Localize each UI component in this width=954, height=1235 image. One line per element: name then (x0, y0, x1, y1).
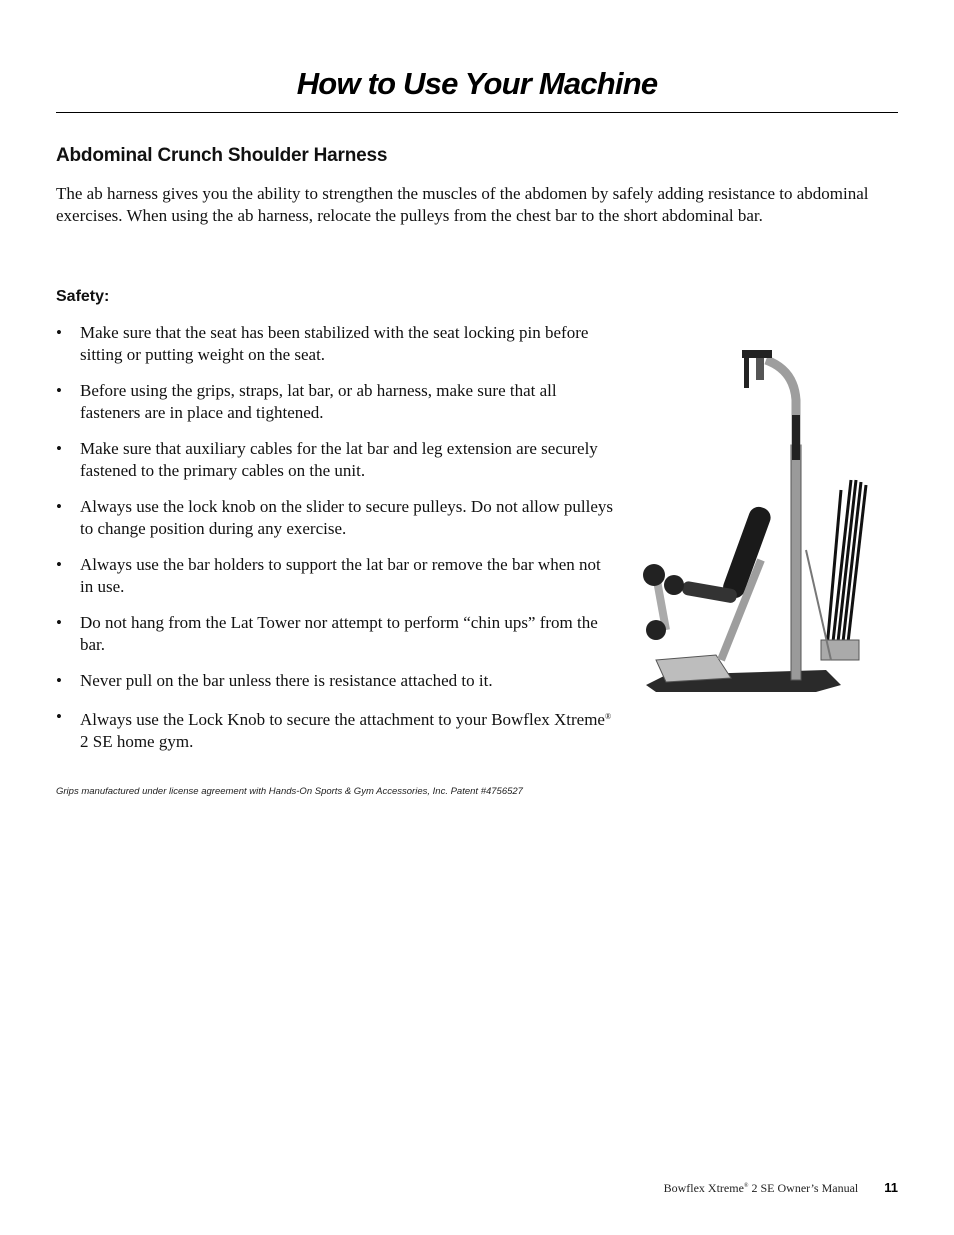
bullet-icon: • (56, 707, 62, 726)
page-title: How to Use Your Machine (296, 66, 658, 101)
tower-arch (766, 360, 796, 450)
safety-item (56, 496, 616, 540)
safety-item-text (80, 710, 611, 751)
bullet-icon: • (56, 439, 62, 458)
page-footer (664, 1180, 898, 1196)
bullet-icon: • (56, 497, 62, 516)
manual-title (664, 1181, 859, 1196)
safety-list (56, 322, 616, 767)
lat-tower (791, 445, 801, 680)
bullet-icon: • (56, 613, 62, 632)
page-number: 11 (884, 1180, 898, 1195)
safety-item (56, 612, 616, 656)
safety-heading: Safety: (56, 288, 110, 305)
intro-paragraph: The ab harness gives you the ability to strengthen the muscles of the abdomen by safely adding resistance to abdominal exercises. When using the ab harness, relocate the pulleys from the chest bar to the short abdominal bar. (56, 184, 869, 225)
safety-item-text: Make sure that the seat has been stabilized with the seat locking pin before sitting or putting weight on the seat. (80, 323, 589, 364)
safety-item-text: Always use the lock knob on the slider to secure pulleys. Do not allow pulleys to change position during any exercise. (80, 497, 614, 538)
title-divider (56, 112, 898, 113)
safety-item-text: Make sure that auxiliary cables for the lat bar and leg extension are securely fastened to the primary cables on the unit. (80, 439, 598, 480)
safety-item-text: Before using the grips, straps, lat bar, or ab harness, make sure that all fasteners are in place and tightened. (80, 381, 557, 422)
registered-mark: ® (743, 1183, 749, 1189)
patent-footnote: Grips manufactured under license agreement with Hands-On Sports & Gym Accessories, Inc. Patent #4756527 (56, 786, 523, 797)
manual-title-part: Bowflex Xtreme (663, 1181, 744, 1195)
top-pulleys (742, 350, 772, 358)
safety-item (56, 380, 616, 424)
bullet-icon: • (56, 555, 62, 574)
safety-item-text-part: 2 SE home gym. (80, 732, 194, 751)
safety-item-text-part: Always use the Lock Knob to secure the attachment to your Bowflex Xtreme (80, 710, 605, 729)
safety-item (56, 706, 616, 753)
safety-item-text: Always use the bar holders to support the lat bar or remove the bar when not in use. (80, 555, 601, 596)
safety-item-text: Do not hang from the Lat Tower nor attempt to perform “chin ups” from the bar. (80, 613, 598, 654)
bullet-icon: • (56, 671, 62, 690)
safety-item (56, 322, 616, 366)
tower-slider (792, 415, 800, 460)
safety-item (56, 554, 616, 598)
safety-item-text: Never pull on the bar unless there is resistance attached to it. (80, 671, 493, 690)
section-heading: Abdominal Crunch Shoulder Harness (56, 145, 388, 166)
bullet-icon: • (56, 381, 62, 400)
safety-item (56, 438, 616, 482)
power-rods (826, 480, 866, 660)
safety-item (56, 670, 616, 692)
home-gym-machine-image (626, 340, 876, 700)
leg-roller (643, 564, 665, 586)
manual-title-part: 2 SE Owner’s Manual (748, 1181, 859, 1195)
bullet-icon: • (56, 323, 62, 342)
registered-mark: ® (604, 712, 612, 721)
home-gym-illustration (626, 340, 876, 700)
